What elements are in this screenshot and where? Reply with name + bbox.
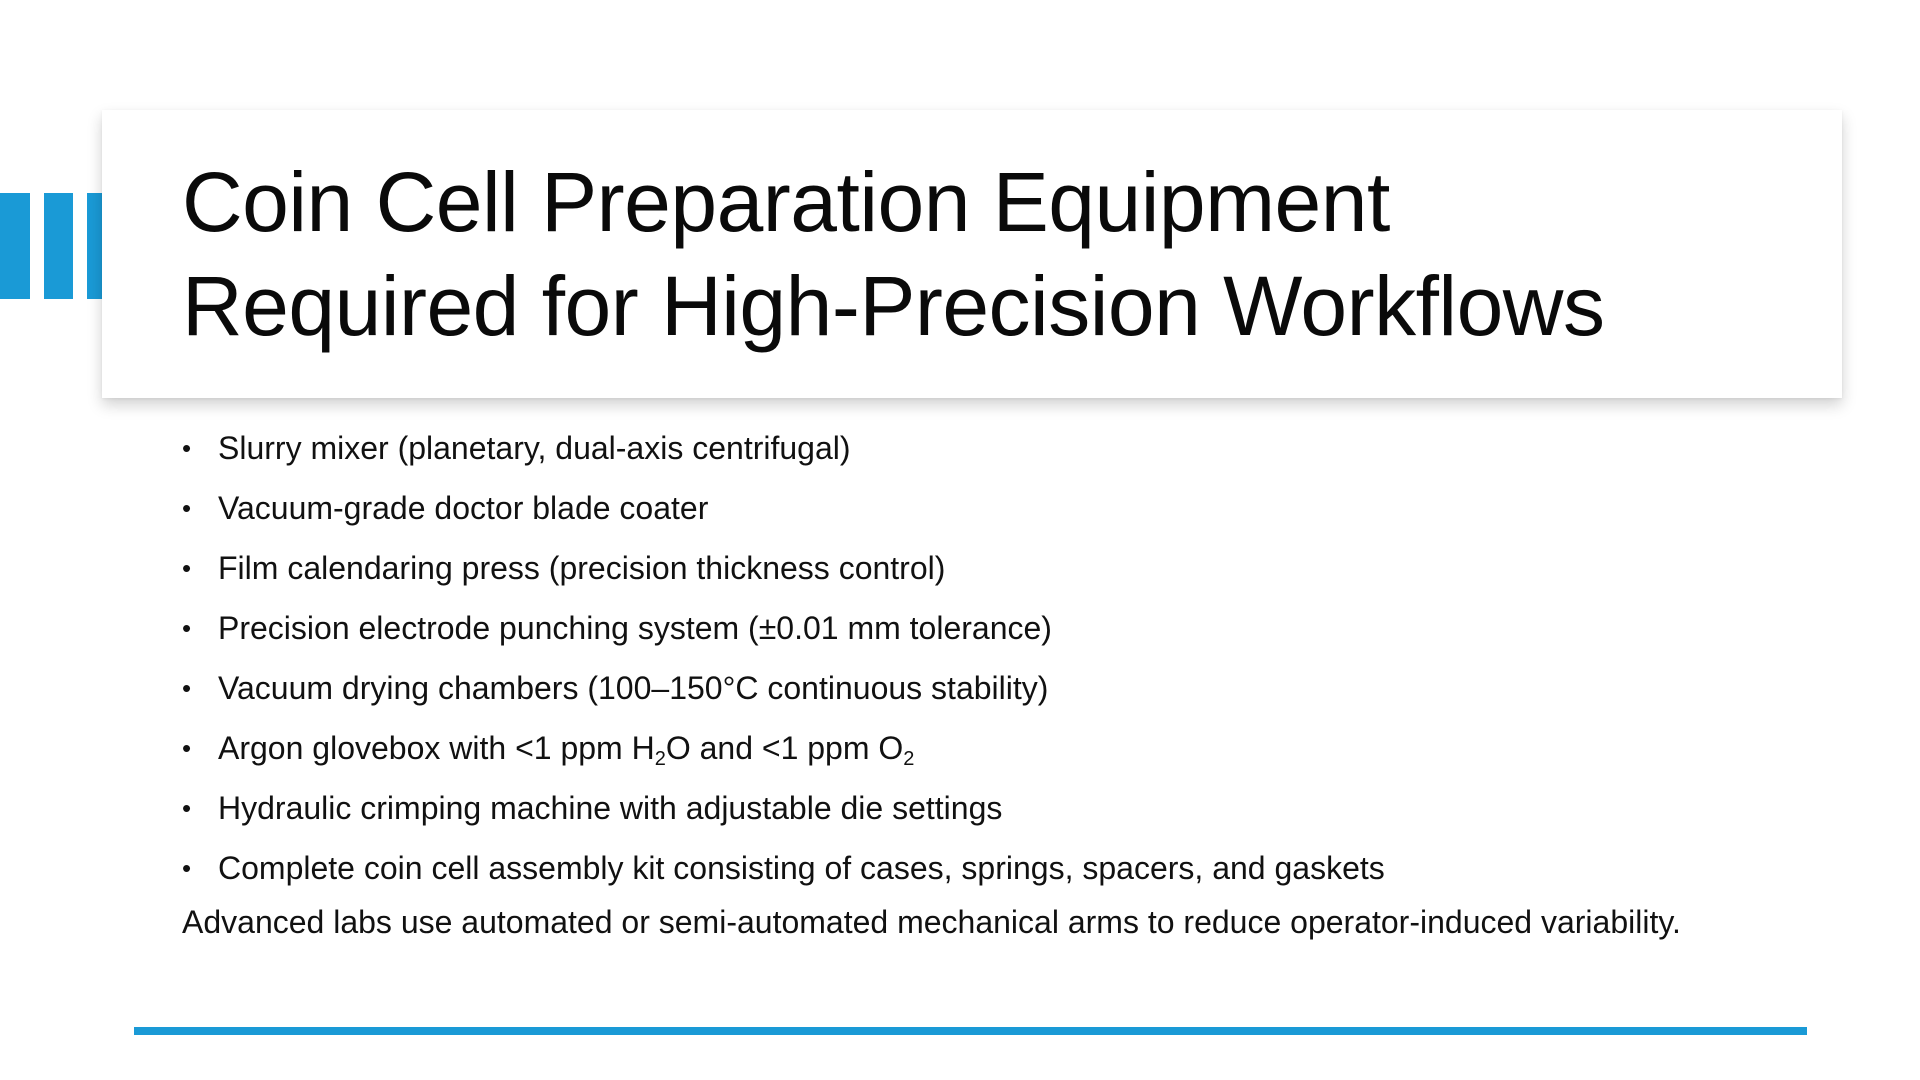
accent-bar bbox=[0, 193, 30, 299]
bullet-text: Film calendaring press (precision thickness control) bbox=[218, 550, 946, 586]
bullet-icon: • bbox=[182, 853, 192, 883]
bullet-item bbox=[182, 418, 1742, 478]
bullet-text bbox=[218, 730, 915, 770]
subscript: 2 bbox=[654, 748, 666, 770]
bullet-icon: • bbox=[182, 733, 192, 763]
bullet-icon: • bbox=[182, 493, 192, 523]
slide-body bbox=[182, 418, 1742, 942]
accent-bar bbox=[87, 193, 102, 299]
bullet-item bbox=[182, 598, 1742, 658]
bullet-item bbox=[182, 538, 1742, 598]
bullet-item bbox=[182, 718, 1742, 778]
closing-note: Advanced labs use automated or semi-automated mechanical arms to reduce operator-induced variability. bbox=[182, 904, 1681, 940]
bullet-icon: • bbox=[182, 793, 192, 823]
bullet-list bbox=[182, 418, 1742, 898]
bullet-item bbox=[182, 778, 1742, 838]
bullet-text: Hydraulic crimping machine with adjustable die settings bbox=[218, 790, 1003, 826]
bullet-text: Precision electrode punching system (±0.01 mm tolerance) bbox=[218, 610, 1052, 646]
bullet-item bbox=[182, 838, 1742, 898]
subscript: 2 bbox=[903, 748, 915, 770]
bullet-text-part: O and <1 ppm O bbox=[665, 730, 904, 766]
slide-title bbox=[182, 150, 1604, 358]
bullet-text-part: Argon glovebox with <1 ppm H bbox=[218, 730, 655, 766]
accent-bar bbox=[44, 193, 73, 299]
bullet-text: Complete coin cell assembly kit consisting of cases, springs, spacers, and gaskets bbox=[218, 850, 1385, 886]
bullet-icon: • bbox=[182, 433, 192, 463]
title-line-2: Required for High-Precision Workflows bbox=[182, 259, 1605, 353]
footer-rule bbox=[134, 1027, 1807, 1035]
bullet-icon: • bbox=[182, 673, 192, 703]
bullet-item bbox=[182, 478, 1742, 538]
bullet-icon: • bbox=[182, 613, 192, 643]
title-card bbox=[102, 110, 1842, 398]
bullet-text: Vacuum drying chambers (100–150°C continuous stability) bbox=[218, 670, 1049, 706]
bullet-icon: • bbox=[182, 553, 192, 583]
bullet-item bbox=[182, 658, 1742, 718]
bullet-text: Slurry mixer (planetary, dual-axis centrifugal) bbox=[218, 430, 851, 466]
bullet-text: Vacuum-grade doctor blade coater bbox=[218, 490, 709, 526]
title-line-1: Coin Cell Preparation Equipment bbox=[182, 155, 1390, 249]
